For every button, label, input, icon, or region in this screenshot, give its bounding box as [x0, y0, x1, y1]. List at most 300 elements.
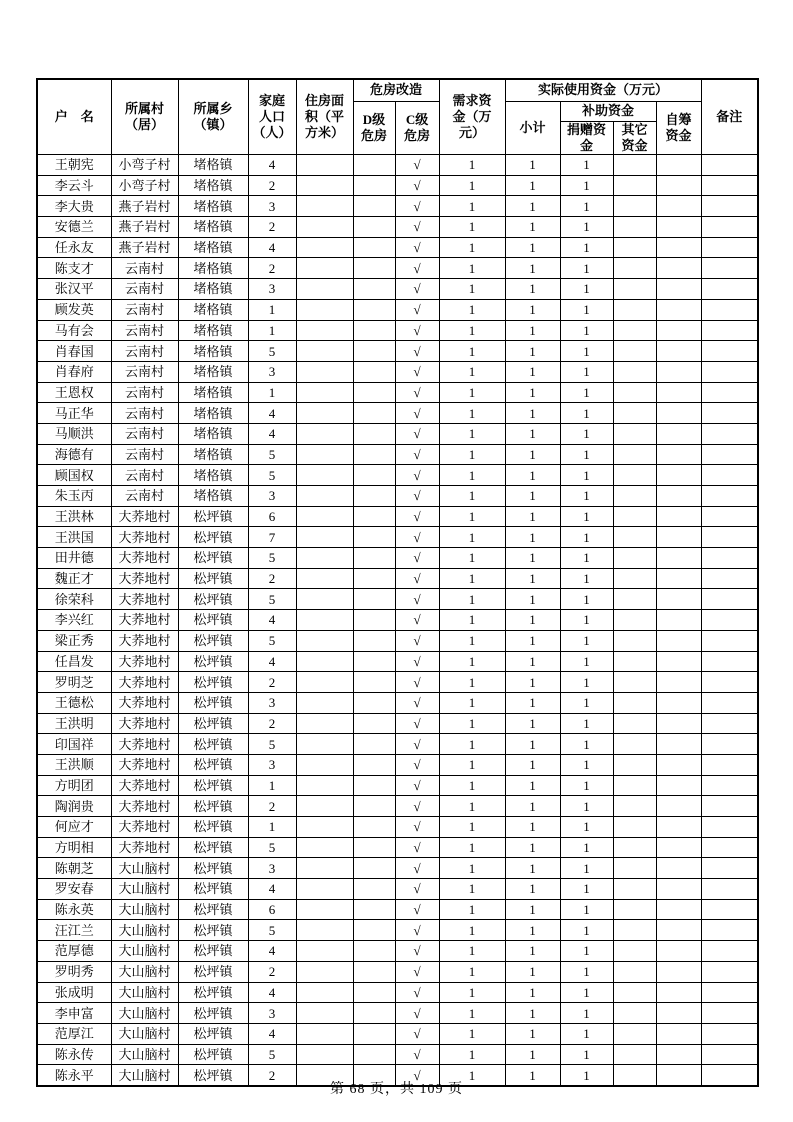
- cell-area: [296, 713, 353, 734]
- cell-subtotal: 1: [505, 837, 560, 858]
- table-row: [37, 506, 758, 527]
- cell-household: 张汉平: [37, 279, 111, 300]
- cell-township: 堵格镇: [178, 403, 248, 424]
- table-row: [37, 630, 758, 651]
- table-row: [37, 796, 758, 817]
- cell-donated-fund: 1: [560, 589, 613, 610]
- cell-self-fund: [656, 610, 701, 631]
- cell-donated-fund: 1: [560, 486, 613, 507]
- table-row: [37, 155, 758, 176]
- cell-note: [701, 630, 758, 651]
- cell-c-grade: √: [395, 341, 439, 362]
- cell-population: 5: [248, 589, 296, 610]
- cell-subtotal: 1: [505, 506, 560, 527]
- cell-subtotal: 1: [505, 341, 560, 362]
- cell-d-grade: [353, 361, 395, 382]
- cell-village: 燕子岩村: [111, 196, 178, 217]
- cell-township: 松坪镇: [178, 713, 248, 734]
- cell-self-fund: [656, 1023, 701, 1044]
- cell-note: [701, 279, 758, 300]
- table-header: [37, 79, 758, 155]
- cell-need-fund: 1: [439, 734, 505, 755]
- cell-subtotal: 1: [505, 961, 560, 982]
- col-header-village: 所属村 （居）: [111, 79, 178, 155]
- table-row: [37, 610, 758, 631]
- cell-population: 4: [248, 651, 296, 672]
- cell-donated-fund: 1: [560, 361, 613, 382]
- cell-area: [296, 217, 353, 238]
- cell-township: 松坪镇: [178, 1044, 248, 1065]
- cell-donated-fund: 1: [560, 672, 613, 693]
- cell-subtotal: 1: [505, 899, 560, 920]
- cell-population: 3: [248, 692, 296, 713]
- cell-need-fund: 1: [439, 527, 505, 548]
- cell-household: 陈永英: [37, 899, 111, 920]
- cell-other-fund: [613, 610, 656, 631]
- table-row: [37, 837, 758, 858]
- cell-subtotal: 1: [505, 444, 560, 465]
- cell-subtotal: 1: [505, 734, 560, 755]
- cell-subtotal: 1: [505, 361, 560, 382]
- cell-village: 云南村: [111, 382, 178, 403]
- cell-population: 5: [248, 465, 296, 486]
- cell-subtotal: 1: [505, 155, 560, 176]
- cell-d-grade: [353, 630, 395, 651]
- cell-donated-fund: 1: [560, 754, 613, 775]
- cell-township: 松坪镇: [178, 941, 248, 962]
- cell-other-fund: [613, 279, 656, 300]
- cell-need-fund: 1: [439, 237, 505, 258]
- cell-c-grade: √: [395, 196, 439, 217]
- cell-note: [701, 1023, 758, 1044]
- cell-note: [701, 361, 758, 382]
- cell-d-grade: [353, 899, 395, 920]
- cell-subtotal: 1: [505, 754, 560, 775]
- cell-self-fund: [656, 1003, 701, 1024]
- cell-c-grade: √: [395, 734, 439, 755]
- table-row: [37, 754, 758, 775]
- cell-township: 松坪镇: [178, 672, 248, 693]
- cell-need-fund: 1: [439, 175, 505, 196]
- cell-need-fund: 1: [439, 1023, 505, 1044]
- cell-c-grade: √: [395, 941, 439, 962]
- cell-self-fund: [656, 1044, 701, 1065]
- cell-other-fund: [613, 1003, 656, 1024]
- cell-note: [701, 920, 758, 941]
- cell-self-fund: [656, 961, 701, 982]
- cell-village: 云南村: [111, 403, 178, 424]
- cell-note: [701, 217, 758, 238]
- table-row: [37, 382, 758, 403]
- cell-d-grade: [353, 217, 395, 238]
- cell-area: [296, 982, 353, 1003]
- cell-other-fund: [613, 651, 656, 672]
- cell-township: 堵格镇: [178, 258, 248, 279]
- cell-area: [296, 361, 353, 382]
- col-header-need-fund: 需求资 金（万 元）: [439, 79, 505, 155]
- cell-other-fund: [613, 589, 656, 610]
- cell-c-grade: √: [395, 423, 439, 444]
- cell-c-grade: √: [395, 837, 439, 858]
- cell-village: 燕子岩村: [111, 237, 178, 258]
- cell-area: [296, 775, 353, 796]
- cell-village: 大山脑村: [111, 982, 178, 1003]
- cell-other-fund: [613, 775, 656, 796]
- cell-other-fund: [613, 754, 656, 775]
- cell-other-fund: [613, 382, 656, 403]
- cell-self-fund: [656, 527, 701, 548]
- cell-note: [701, 299, 758, 320]
- cell-note: [701, 734, 758, 755]
- cell-other-fund: [613, 858, 656, 879]
- cell-self-fund: [656, 817, 701, 838]
- cell-township: 堵格镇: [178, 423, 248, 444]
- cell-household: 王恩权: [37, 382, 111, 403]
- cell-self-fund: [656, 879, 701, 900]
- cell-need-fund: 1: [439, 775, 505, 796]
- cell-self-fund: [656, 589, 701, 610]
- cell-population: 3: [248, 1003, 296, 1024]
- cell-self-fund: [656, 196, 701, 217]
- cell-need-fund: 1: [439, 920, 505, 941]
- cell-donated-fund: 1: [560, 713, 613, 734]
- table-row: [37, 299, 758, 320]
- cell-need-fund: 1: [439, 1065, 505, 1086]
- cell-self-fund: [656, 982, 701, 1003]
- cell-township: 松坪镇: [178, 506, 248, 527]
- cell-area: [296, 920, 353, 941]
- cell-note: [701, 155, 758, 176]
- table-row: [37, 858, 758, 879]
- cell-need-fund: 1: [439, 589, 505, 610]
- col-header-household-name: 户 名: [37, 79, 111, 155]
- cell-note: [701, 879, 758, 900]
- col-header-housing-area: 住房面 积（平 方米）: [296, 79, 353, 155]
- cell-c-grade: √: [395, 920, 439, 941]
- table-row: [37, 920, 758, 941]
- cell-self-fund: [656, 630, 701, 651]
- table-row: [37, 1023, 758, 1044]
- cell-d-grade: [353, 279, 395, 300]
- table-row: [37, 1044, 758, 1065]
- cell-population: 5: [248, 837, 296, 858]
- cell-need-fund: 1: [439, 444, 505, 465]
- cell-subtotal: 1: [505, 651, 560, 672]
- cell-note: [701, 506, 758, 527]
- cell-subtotal: 1: [505, 568, 560, 589]
- cell-donated-fund: 1: [560, 527, 613, 548]
- cell-population: 4: [248, 155, 296, 176]
- cell-population: 2: [248, 796, 296, 817]
- cell-area: [296, 423, 353, 444]
- cell-c-grade: √: [395, 382, 439, 403]
- cell-township: 松坪镇: [178, 589, 248, 610]
- cell-population: 2: [248, 961, 296, 982]
- cell-donated-fund: 1: [560, 423, 613, 444]
- cell-donated-fund: 1: [560, 279, 613, 300]
- cell-c-grade: √: [395, 258, 439, 279]
- cell-self-fund: [656, 920, 701, 941]
- cell-other-fund: [613, 568, 656, 589]
- cell-c-grade: √: [395, 879, 439, 900]
- table-row: [37, 423, 758, 444]
- cell-donated-fund: 1: [560, 548, 613, 569]
- cell-note: [701, 568, 758, 589]
- cell-area: [296, 465, 353, 486]
- cell-self-fund: [656, 465, 701, 486]
- cell-subtotal: 1: [505, 1003, 560, 1024]
- cell-area: [296, 382, 353, 403]
- cell-need-fund: 1: [439, 1044, 505, 1065]
- cell-note: [701, 382, 758, 403]
- cell-self-fund: [656, 734, 701, 755]
- table-row: [37, 217, 758, 238]
- cell-d-grade: [353, 568, 395, 589]
- cell-note: [701, 1003, 758, 1024]
- cell-d-grade: [353, 920, 395, 941]
- cell-population: 1: [248, 320, 296, 341]
- cell-need-fund: 1: [439, 858, 505, 879]
- cell-area: [296, 527, 353, 548]
- cell-township: 堵格镇: [178, 279, 248, 300]
- cell-need-fund: 1: [439, 361, 505, 382]
- cell-self-fund: [656, 237, 701, 258]
- cell-household: 范厚江: [37, 1023, 111, 1044]
- table-row: [37, 175, 758, 196]
- cell-village: 大荞地村: [111, 651, 178, 672]
- cell-donated-fund: 1: [560, 403, 613, 424]
- cell-other-fund: [613, 692, 656, 713]
- cell-d-grade: [353, 465, 395, 486]
- cell-self-fund: [656, 320, 701, 341]
- cell-area: [296, 1003, 353, 1024]
- cell-donated-fund: 1: [560, 837, 613, 858]
- cell-township: 松坪镇: [178, 754, 248, 775]
- cell-c-grade: √: [395, 299, 439, 320]
- cell-other-fund: [613, 672, 656, 693]
- cell-d-grade: [353, 423, 395, 444]
- table-row: [37, 672, 758, 693]
- cell-d-grade: [353, 299, 395, 320]
- cell-d-grade: [353, 341, 395, 362]
- cell-village: 大荞地村: [111, 672, 178, 693]
- cell-household: 肖春府: [37, 361, 111, 382]
- cell-note: [701, 692, 758, 713]
- cell-d-grade: [353, 155, 395, 176]
- cell-other-fund: [613, 423, 656, 444]
- cell-c-grade: √: [395, 1044, 439, 1065]
- cell-household: 任昌发: [37, 651, 111, 672]
- cell-d-grade: [353, 817, 395, 838]
- cell-self-fund: [656, 258, 701, 279]
- cell-need-fund: 1: [439, 879, 505, 900]
- cell-township: 松坪镇: [178, 568, 248, 589]
- cell-village: 燕子岩村: [111, 217, 178, 238]
- cell-subtotal: 1: [505, 299, 560, 320]
- cell-household: 方明团: [37, 775, 111, 796]
- cell-population: 3: [248, 754, 296, 775]
- cell-population: 3: [248, 858, 296, 879]
- cell-need-fund: 1: [439, 320, 505, 341]
- cell-note: [701, 982, 758, 1003]
- cell-donated-fund: 1: [560, 775, 613, 796]
- cell-village: 云南村: [111, 465, 178, 486]
- cell-area: [296, 961, 353, 982]
- cell-subtotal: 1: [505, 692, 560, 713]
- cell-other-fund: [613, 1023, 656, 1044]
- cell-area: [296, 651, 353, 672]
- cell-d-grade: [353, 506, 395, 527]
- cell-village: 大荞地村: [111, 506, 178, 527]
- table-row: [37, 651, 758, 672]
- cell-household: 顾发英: [37, 299, 111, 320]
- cell-subtotal: 1: [505, 920, 560, 941]
- cell-subtotal: 1: [505, 175, 560, 196]
- cell-other-fund: [613, 630, 656, 651]
- cell-d-grade: [353, 258, 395, 279]
- cell-d-grade: [353, 320, 395, 341]
- cell-township: 堵格镇: [178, 465, 248, 486]
- cell-household: 何应才: [37, 817, 111, 838]
- cell-d-grade: [353, 610, 395, 631]
- cell-note: [701, 651, 758, 672]
- cell-household: 陶润贵: [37, 796, 111, 817]
- cell-other-fund: [613, 506, 656, 527]
- table-row: [37, 320, 758, 341]
- cell-donated-fund: 1: [560, 1003, 613, 1024]
- table-row: [37, 589, 758, 610]
- cell-c-grade: √: [395, 1065, 439, 1086]
- cell-population: 3: [248, 361, 296, 382]
- cell-self-fund: [656, 423, 701, 444]
- cell-need-fund: 1: [439, 796, 505, 817]
- cell-note: [701, 423, 758, 444]
- cell-township: 松坪镇: [178, 796, 248, 817]
- cell-need-fund: 1: [439, 548, 505, 569]
- cell-d-grade: [353, 775, 395, 796]
- cell-need-fund: 1: [439, 568, 505, 589]
- cell-donated-fund: 1: [560, 1023, 613, 1044]
- cell-d-grade: [353, 941, 395, 962]
- table-row: [37, 941, 758, 962]
- cell-note: [701, 610, 758, 631]
- cell-household: 肖春国: [37, 341, 111, 362]
- cell-township: 堵格镇: [178, 486, 248, 507]
- cell-area: [296, 879, 353, 900]
- cell-village: 小弯子村: [111, 175, 178, 196]
- cell-need-fund: 1: [439, 899, 505, 920]
- cell-self-fund: [656, 175, 701, 196]
- col-header-subtotal: 小计: [505, 101, 560, 155]
- cell-donated-fund: 1: [560, 382, 613, 403]
- cell-donated-fund: 1: [560, 879, 613, 900]
- cell-c-grade: √: [395, 961, 439, 982]
- cell-need-fund: 1: [439, 817, 505, 838]
- cell-d-grade: [353, 403, 395, 424]
- cell-population: 5: [248, 548, 296, 569]
- cell-other-fund: [613, 817, 656, 838]
- cell-self-fund: [656, 155, 701, 176]
- cell-area: [296, 279, 353, 300]
- table-row: [37, 444, 758, 465]
- cell-area: [296, 610, 353, 631]
- cell-village: 大荞地村: [111, 610, 178, 631]
- cell-subtotal: 1: [505, 403, 560, 424]
- cell-c-grade: √: [395, 858, 439, 879]
- cell-population: 1: [248, 382, 296, 403]
- cell-donated-fund: 1: [560, 258, 613, 279]
- cell-d-grade: [353, 589, 395, 610]
- cell-need-fund: 1: [439, 941, 505, 962]
- cell-village: 大荞地村: [111, 589, 178, 610]
- cell-d-grade: [353, 175, 395, 196]
- cell-need-fund: 1: [439, 486, 505, 507]
- cell-household: 罗明芝: [37, 672, 111, 693]
- cell-township: 松坪镇: [178, 879, 248, 900]
- cell-donated-fund: 1: [560, 920, 613, 941]
- cell-donated-fund: 1: [560, 320, 613, 341]
- cell-village: 大山脑村: [111, 858, 178, 879]
- cell-c-grade: √: [395, 754, 439, 775]
- cell-c-grade: √: [395, 1023, 439, 1044]
- cell-area: [296, 1044, 353, 1065]
- cell-area: [296, 817, 353, 838]
- cell-village: 云南村: [111, 279, 178, 300]
- cell-donated-fund: 1: [560, 610, 613, 631]
- cell-note: [701, 775, 758, 796]
- cell-township: 堵格镇: [178, 217, 248, 238]
- cell-household: 李大贵: [37, 196, 111, 217]
- cell-subtotal: 1: [505, 713, 560, 734]
- cell-donated-fund: 1: [560, 217, 613, 238]
- cell-d-grade: [353, 651, 395, 672]
- cell-donated-fund: 1: [560, 1044, 613, 1065]
- cell-need-fund: 1: [439, 465, 505, 486]
- cell-population: 6: [248, 506, 296, 527]
- cell-c-grade: √: [395, 217, 439, 238]
- cell-township: 松坪镇: [178, 692, 248, 713]
- cell-household: 陈支才: [37, 258, 111, 279]
- table-row: [37, 879, 758, 900]
- cell-area: [296, 506, 353, 527]
- cell-village: 大荞地村: [111, 548, 178, 569]
- cell-subtotal: 1: [505, 527, 560, 548]
- cell-subtotal: 1: [505, 1065, 560, 1086]
- cell-area: [296, 837, 353, 858]
- table-row: [37, 237, 758, 258]
- cell-household: 顾国权: [37, 465, 111, 486]
- cell-area: [296, 941, 353, 962]
- cell-other-fund: [613, 548, 656, 569]
- cell-c-grade: √: [395, 610, 439, 631]
- cell-subtotal: 1: [505, 258, 560, 279]
- cell-d-grade: [353, 548, 395, 569]
- cell-household: 朱玉丙: [37, 486, 111, 507]
- cell-subtotal: 1: [505, 486, 560, 507]
- cell-township: 松坪镇: [178, 527, 248, 548]
- cell-household: 陈朝芝: [37, 858, 111, 879]
- cell-village: 大荞地村: [111, 796, 178, 817]
- cell-note: [701, 486, 758, 507]
- cell-village: 大山脑村: [111, 920, 178, 941]
- cell-household: 王洪明: [37, 713, 111, 734]
- cell-need-fund: 1: [439, 713, 505, 734]
- cell-subtotal: 1: [505, 796, 560, 817]
- cell-need-fund: 1: [439, 196, 505, 217]
- cell-c-grade: √: [395, 796, 439, 817]
- cell-self-fund: [656, 382, 701, 403]
- cell-village: 小弯子村: [111, 155, 178, 176]
